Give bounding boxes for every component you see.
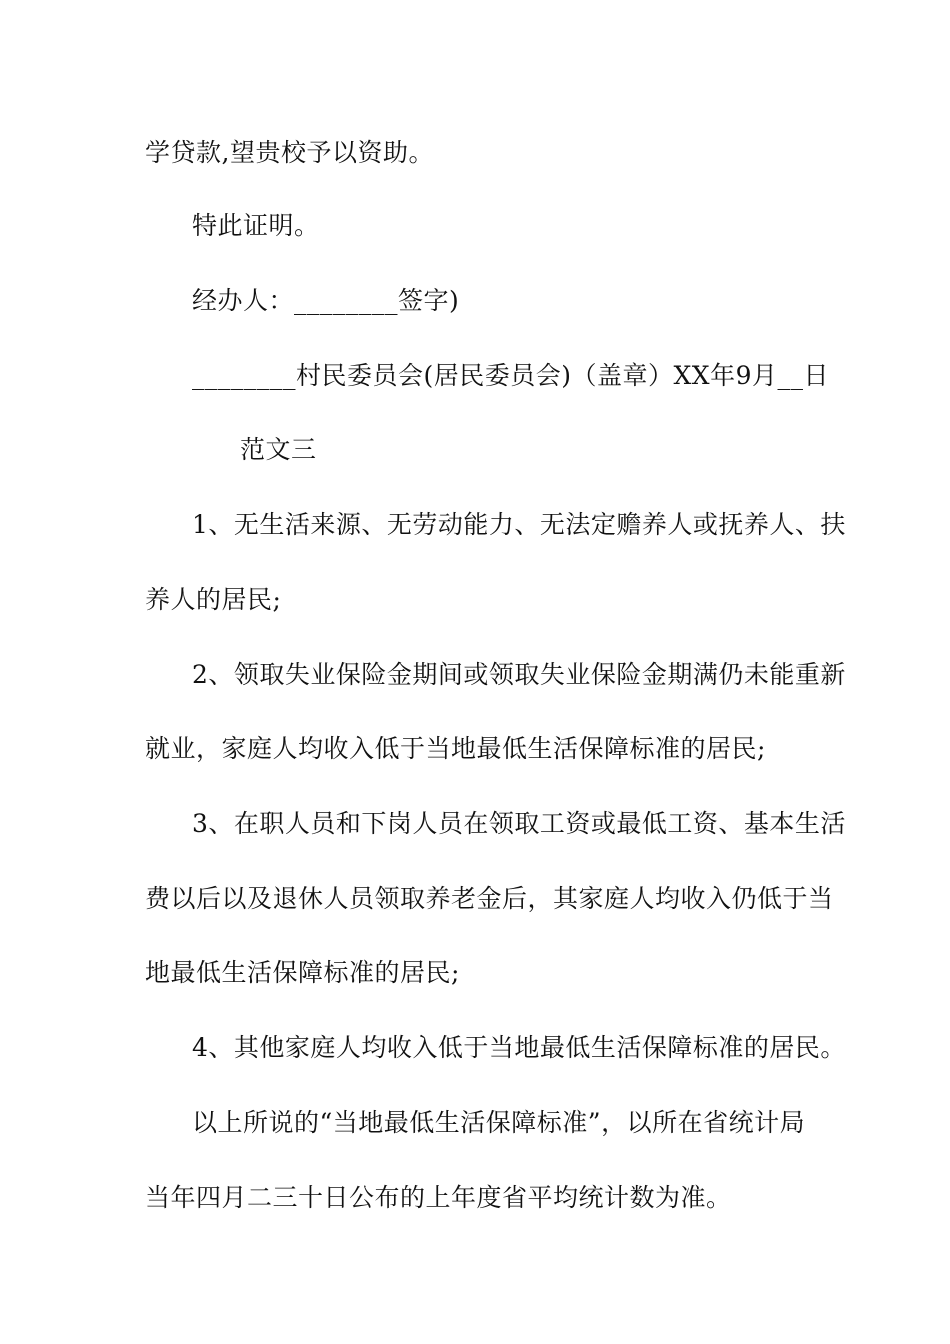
text-line: 费以后以及退休人员领取养老金后，其家庭人均收入仍低于当 bbox=[145, 884, 834, 913]
text-line: 经办人：________签字) bbox=[192, 286, 460, 315]
text-line: 特此证明。 bbox=[192, 211, 320, 240]
text-line: 2、领取失业保险金期间或领取失业保险金期满仍未能重新 bbox=[192, 660, 846, 689]
text-line: 1、无生活来源、无劳动能力、无法定赡养人或抚养人、扶 bbox=[192, 510, 846, 539]
text-line: 学贷款,望贵校予以资助。 bbox=[145, 138, 434, 167]
text-line: 就业，家庭人均收入低于当地最低生活保障标准的居民; bbox=[145, 734, 766, 763]
text-line: 以上所说的“当地最低生活保障标准”，以所在省统计局 bbox=[192, 1108, 806, 1137]
text-line: 当年四月二三十日公布的上年度省平均统计数为准。 bbox=[145, 1183, 732, 1212]
text-line: ________村民委员会(居民委员会)（盖章）XX年9月__日 bbox=[192, 361, 830, 390]
text-line: 地最低生活保障标准的居民; bbox=[145, 958, 460, 987]
section-heading: 范文三 bbox=[240, 435, 317, 464]
text-line: 4、其他家庭人均收入低于当地最低生活保障标准的居民。 bbox=[192, 1033, 846, 1062]
text-line: 3、在职人员和下岗人员在领取工资或最低工资、基本生活 bbox=[192, 809, 846, 838]
text-line: 养人的居民; bbox=[145, 585, 282, 614]
